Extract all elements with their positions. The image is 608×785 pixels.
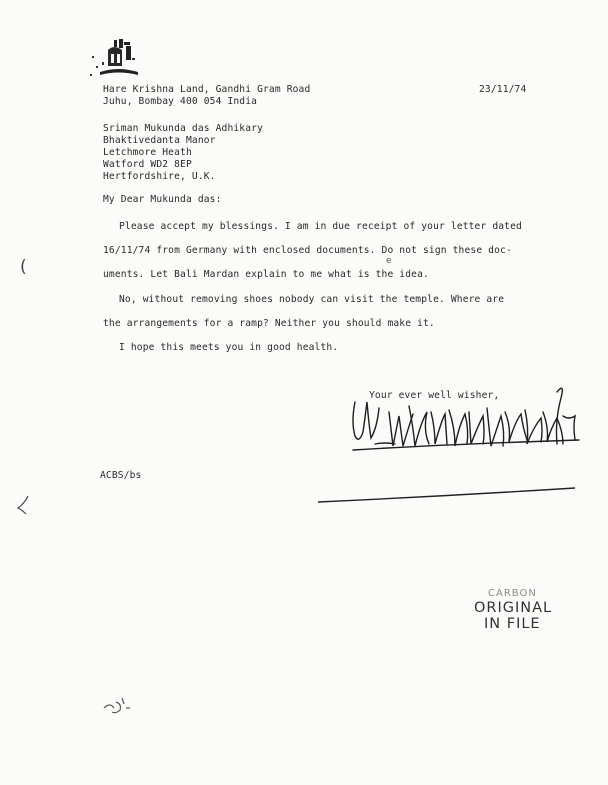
sender-address-line: Hare Krishna Land, Gandhi Gram Road	[103, 84, 311, 95]
recipient-address-line: Sriman Mukunda das Adhikary	[103, 123, 263, 134]
margin-pen-mark-icon	[14, 494, 32, 518]
body-line: No, without removing shoes nobody can visit the temple. Where are	[119, 294, 505, 305]
body-line: uments. Let Bali Mardan explain to me what is the idea.	[103, 269, 429, 280]
page-note-scribble-icon	[100, 694, 134, 718]
body-line: Please accept my blessings. I am in due receipt of your letter dated	[119, 221, 522, 232]
letterhead-logo-icon	[86, 36, 150, 82]
recipient-address-line: Hertfordshire, U.K.	[103, 171, 216, 182]
sender-address	[103, 84, 310, 108]
recipient-address	[103, 123, 263, 183]
recipient-address-line: Bhaktivedanta Manor	[103, 135, 216, 146]
stamp-original-label: ORIGINAL	[474, 600, 553, 616]
sender-address-line: Juhu, Bombay 400 054 India	[103, 96, 258, 107]
stamp-carbon-label: CARBON	[488, 588, 537, 599]
body-line: the arrangements for a ramp? Neither you should make it.	[103, 318, 435, 329]
stamp-file-label: IN FILE	[484, 616, 541, 632]
insertion-mark: e	[386, 256, 392, 266]
salutation: My Dear Mukunda das:	[103, 194, 222, 205]
recipient-address-line: Watford WD2 8EP	[103, 159, 192, 170]
original-in-file-stamp	[474, 588, 552, 633]
typist-initials: ACBS/bs	[100, 470, 142, 481]
letter-date: 23/11/74	[479, 84, 527, 95]
recipient-address-line: Letchmore Heath	[103, 147, 192, 158]
handwritten-signature-icon	[345, 372, 585, 472]
body-line: I hope this meets you in good health.	[119, 342, 339, 353]
closing: Your ever well wisher,	[369, 390, 500, 401]
signature-line	[318, 486, 575, 504]
margin-mark: (	[20, 257, 27, 277]
body-line: 16/11/74 from Germany with enclosed documents. Do not sign these doc-	[103, 245, 512, 256]
